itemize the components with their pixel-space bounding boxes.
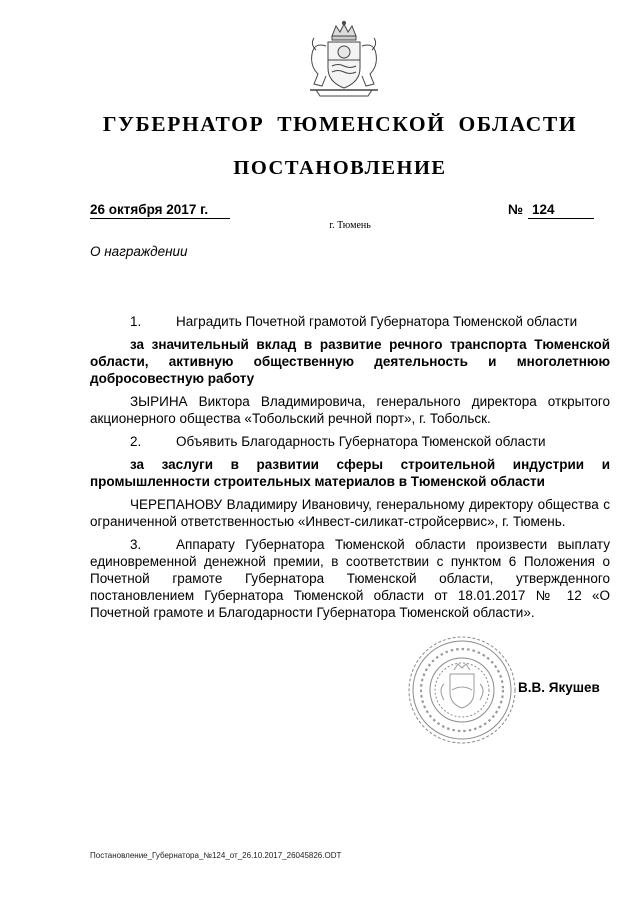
document-number-value: 124 (532, 202, 555, 217)
paragraph-2-text: Объявить Благодарность Губернатора Тюменской области (176, 434, 546, 449)
paragraph-1-person: ЗЫРИНА Виктора Владимировича, генерального директора открытого акционерного общества «Тобольский речной порт», г. Тобольск. (90, 394, 610, 426)
document-date: 26 октября 2017 г. (90, 201, 230, 219)
paragraph-2-reason: за заслуги в развитии сферы строительной индустрии и промышленности строительных материалов в Тюменской области (90, 457, 610, 489)
paragraph-3-number: 3. (130, 537, 142, 552)
paragraph-2-number: 2. (130, 434, 142, 449)
authority-title: ГУБЕРНАТОР ТЮМЕНСКОЙ ОБЛАСТИ (102, 112, 578, 136)
paragraph-3 (90, 536, 610, 621)
official-seal (406, 634, 518, 746)
footer-filename: Постановление_Губернатора_№124_от_26.10.2017_26045826.ODT (90, 851, 342, 860)
coat-of-arms-emblem (296, 20, 392, 104)
signatory-name: В.В. Якушев (518, 680, 600, 695)
number-sign: № (508, 202, 524, 217)
document-type: ПОСТАНОВЛЕНИЕ (233, 157, 447, 179)
document-number (528, 201, 594, 219)
paragraph-2-person: ЧЕРЕПАНОВУ Владимиру Ивановичу, генеральному директору общества с ограниченной ответственностью «Инвест-силикат-стройсервис», г. Тюмень. (90, 497, 610, 529)
document-body (90, 313, 610, 621)
paragraph-1 (90, 313, 610, 330)
paragraph-1-number: 1. (130, 314, 142, 329)
coat-of-arms-icon (296, 20, 392, 104)
document-subject: О награждении (90, 244, 188, 259)
paragraph-1-text: Наградить Почетной грамотой Губернатора Тюменской области (176, 314, 578, 329)
document-city: г. Тюмень (329, 220, 371, 231)
paragraph-2 (90, 433, 610, 450)
seal-icon (406, 634, 518, 746)
paragraph-1-reason: за значительный вклад в развитие речного транспорта Тюменской области, активную общественную деятельность и многолетнюю добросовестную работу (90, 337, 610, 386)
paragraph-3-text: Аппарату Губернатора Тюменской области произвести выплату единовременной денежной премии, в соответствии с пунктом 6 Положения о Почетной грамоте Губернатора Тюменской области, утвержденного постановлением Губернатора Тюменской области от 18.01.2017 № 12 «О Почетной грамоте и Благодарности Губернатора Тюменской области». (90, 537, 610, 620)
